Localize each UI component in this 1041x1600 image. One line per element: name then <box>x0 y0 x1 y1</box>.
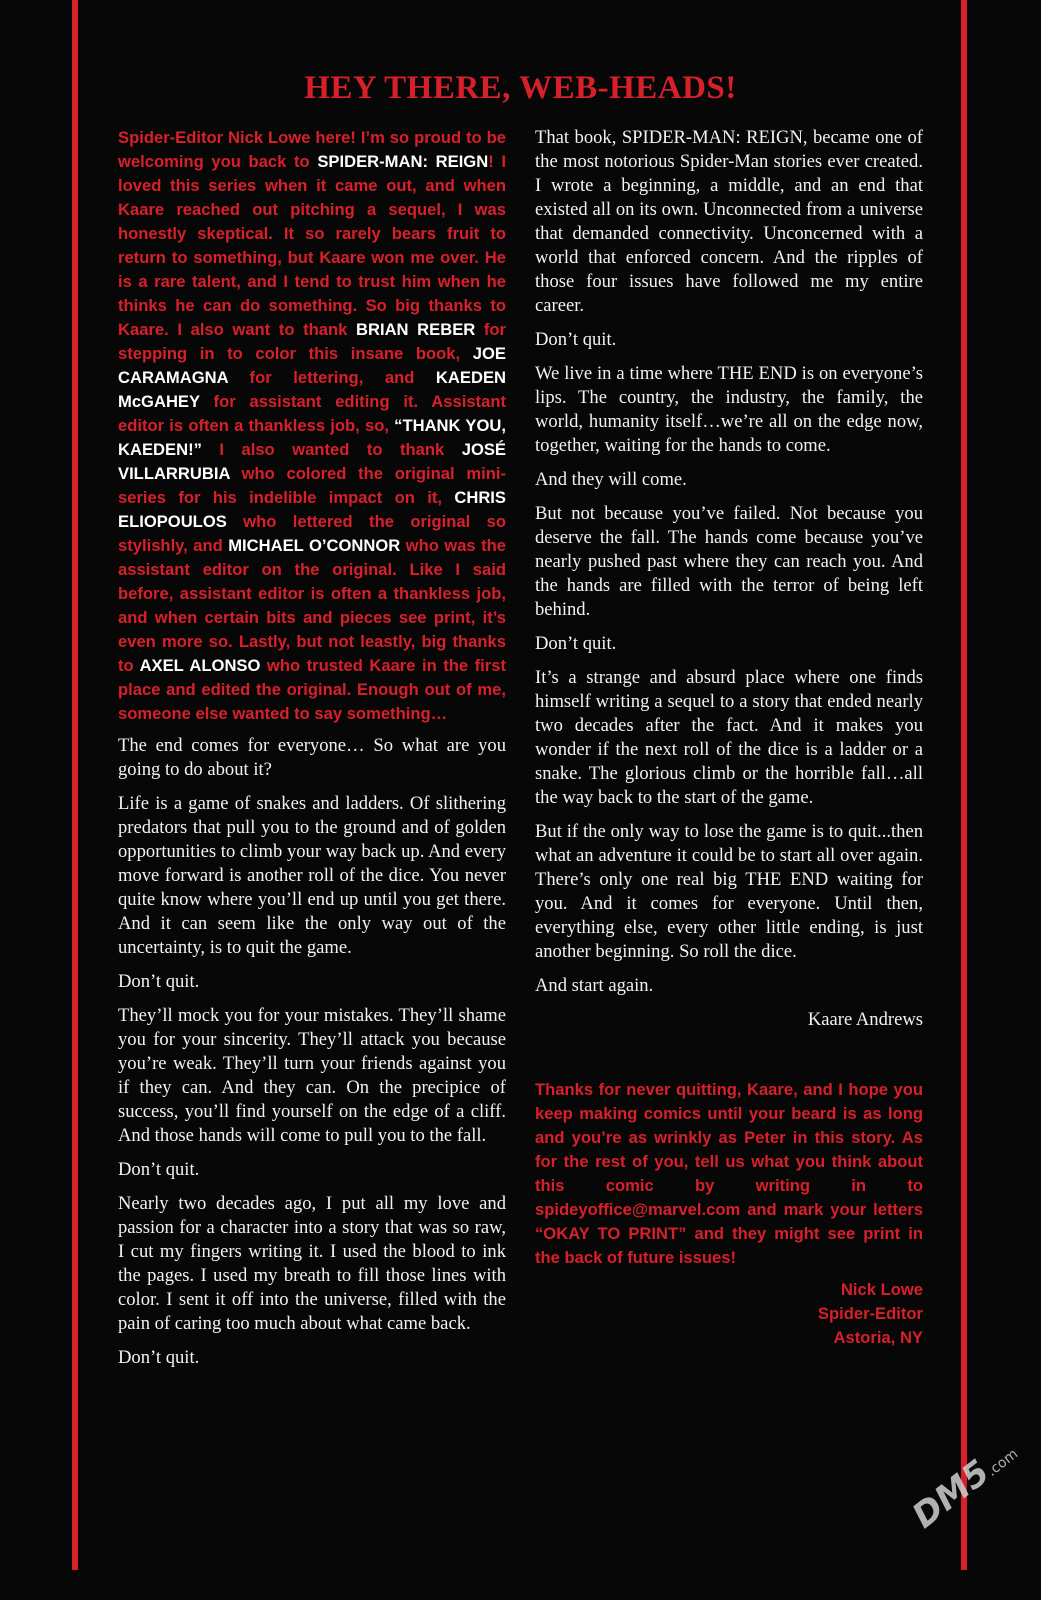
right-border-rule <box>961 0 967 1570</box>
intro-text: for stepping in to color this insane book, <box>118 320 507 363</box>
left-column <box>118 126 506 1380</box>
letter-body-right <box>535 126 923 998</box>
credit-name: KAEDEN McGAHEY <box>118 368 506 411</box>
intro-text: for lettering, and <box>228 368 436 387</box>
intro-text: I also wanted to thank <box>201 440 462 459</box>
intro-text: who was the assistant editor on the original. Like I said before, assistant editor is often a thankless job, and when certain bits and pieces see print, it’s even more so. Lastly, but not leastly, big thanks to <box>118 536 507 675</box>
page-title: HEY THERE, WEB-HEADS! <box>304 70 737 106</box>
credit-name: JOSÉ VILLARRUBIA <box>118 440 506 483</box>
author-signature: Kaare Andrews <box>807 1009 923 1030</box>
closing-note: Thanks for never quitting, Kaare, and I hope you keep making comics until your beard is as long and you’re as wrinkly as Peter in this story. As for the rest of you, tell us what you think about this comic by writing in to spideyoffice@marvel.com and mark your letters “OKAY TO PRINT” and they might see print in the back of future issues! <box>535 1080 923 1267</box>
letter-paragraph: That book, SPIDER-MAN: REIGN, became one of the most notorious Spider-Man stories ever created. I wrote a beginning, a middle, and an end that existed all on its own. Unconnected from a universe that demanded connectivity. Unconcerned with a world that enforced concern. And the ripples of those four issues have followed me my entire career. <box>535 127 923 316</box>
editor-closing <box>535 1078 923 1350</box>
letter-paragraph: We live in a time where THE END is on everyone’s lips. The country, the industry, the family, the world, humanity itself…we’re all on the edge now, together, waiting for the hands to come. <box>535 363 923 456</box>
letter-paragraph: Don’t quit. <box>118 1347 200 1368</box>
letter-paragraph: Don’t quit. <box>118 971 200 992</box>
letter-paragraph: Don’t quit. <box>535 329 617 350</box>
credit-name: “THANK YOU, KAEDEN!” <box>118 416 506 459</box>
editor-location: Astoria, NY <box>833 1328 923 1347</box>
editor-role: Spider-Editor <box>817 1304 923 1323</box>
letter-paragraph: Nearly two decades ago, I put all my love and passion for a character into a story that was so raw, I cut my fingers writing it. I used the blood to ink the pages. I used my breath to fill those lines with color. I sent it off into the universe, filled with the pain of caring too much about what came back. <box>118 1193 506 1334</box>
intro-text: who colored the original mini-series for his indelible impact on it, <box>118 464 506 507</box>
credit-name: BRIAN REBER <box>356 320 476 339</box>
letter-paragraph: They’ll mock you for your mistakes. They’ll shame you for your sincerity. They’ll attack you because you’re weak. They’ll turn your friends against you if they can. And they can. On the precipice of success, you’ll find yourself on the edge of a cliff. And those hands will come to pull you to the fall. <box>118 1005 506 1146</box>
left-border-rule <box>72 0 78 1570</box>
letter-paragraph: But not because you’ve failed. Not because you deserve the fall. The hands come because you’ve nearly pushed past where they can reach you. And the hands are filled with the terror of being left behind. <box>535 503 923 620</box>
letter-body-left <box>118 734 506 1370</box>
letter-paragraph: It’s a strange and absurd place where one finds himself writing a sequel to a story that ended nearly two decades after the fact. And it makes you wonder if the next roll of the dice is a ladder or a snake. The glorious climb or the horrible fall…all the way back to the start of the game. <box>535 667 923 808</box>
credit-name: MICHAEL O’CONNOR <box>228 536 401 555</box>
intro-text: who trusted Kaare in the first place and edited the original. Enough out of me, someone else wanted to say something… <box>118 656 507 723</box>
intro-text: for assistant editing it. Assistant editor is often a thankless job, so, <box>118 392 506 435</box>
intro-text: ! I loved this series when it came out, and when Kaare reached out pitching a sequel, I was honestly skeptical. It so rarely bears fruit to return to something, but Kaare won me over. He is a rare talent, and I tend to trust him when he thinks he can do something. So big thanks to Kaare. I also want to thank <box>118 152 506 339</box>
right-column <box>535 126 923 1350</box>
letter-paragraph: And they will come. <box>535 469 687 490</box>
editor-intro <box>118 126 506 726</box>
letter-paragraph: And start again. <box>535 975 654 996</box>
credit-name: CHRIS ELIOPOULOS <box>118 488 506 531</box>
editor-name: Nick Lowe <box>840 1280 923 1299</box>
letter-paragraph: Life is a game of snakes and ladders. Of slithering predators that pull you to the ground and of golden opportunities to climb your way back up. And every move forward is another roll of the dice. You never quite know where you’ll end up until you get there. And it can seem like the only way out of the uncertainty, is to quit the game. <box>118 793 506 958</box>
intro-text: Spider-Editor Nick Lowe here! I’m so proud to be welcoming you back to <box>118 128 506 171</box>
letter-paragraph: Don’t quit. <box>535 633 617 654</box>
intro-text: who lettered the original so stylishly, and <box>118 512 506 555</box>
watermark-suffix: .com <box>984 1446 1022 1480</box>
letter-paragraph: But if the only way to lose the game is to quit...then what an adventure it could be to start all over again. There’s only one real big THE END waiting for you. And it comes for everyone. Until then, everything else, every other little ending, is just another beginning. So roll the dice. <box>535 821 923 962</box>
letter-paragraph: Don’t quit. <box>118 1159 200 1180</box>
credit-name: AXEL ALONSO <box>139 656 261 675</box>
letter-paragraph: The end comes for everyone… So what are you going to do about it? <box>118 735 506 780</box>
credit-name: JOE CARAMAGNA <box>118 344 506 387</box>
watermark-brand: DM5 <box>905 1452 998 1537</box>
credit-name: SPIDER-MAN: REIGN <box>317 152 489 171</box>
